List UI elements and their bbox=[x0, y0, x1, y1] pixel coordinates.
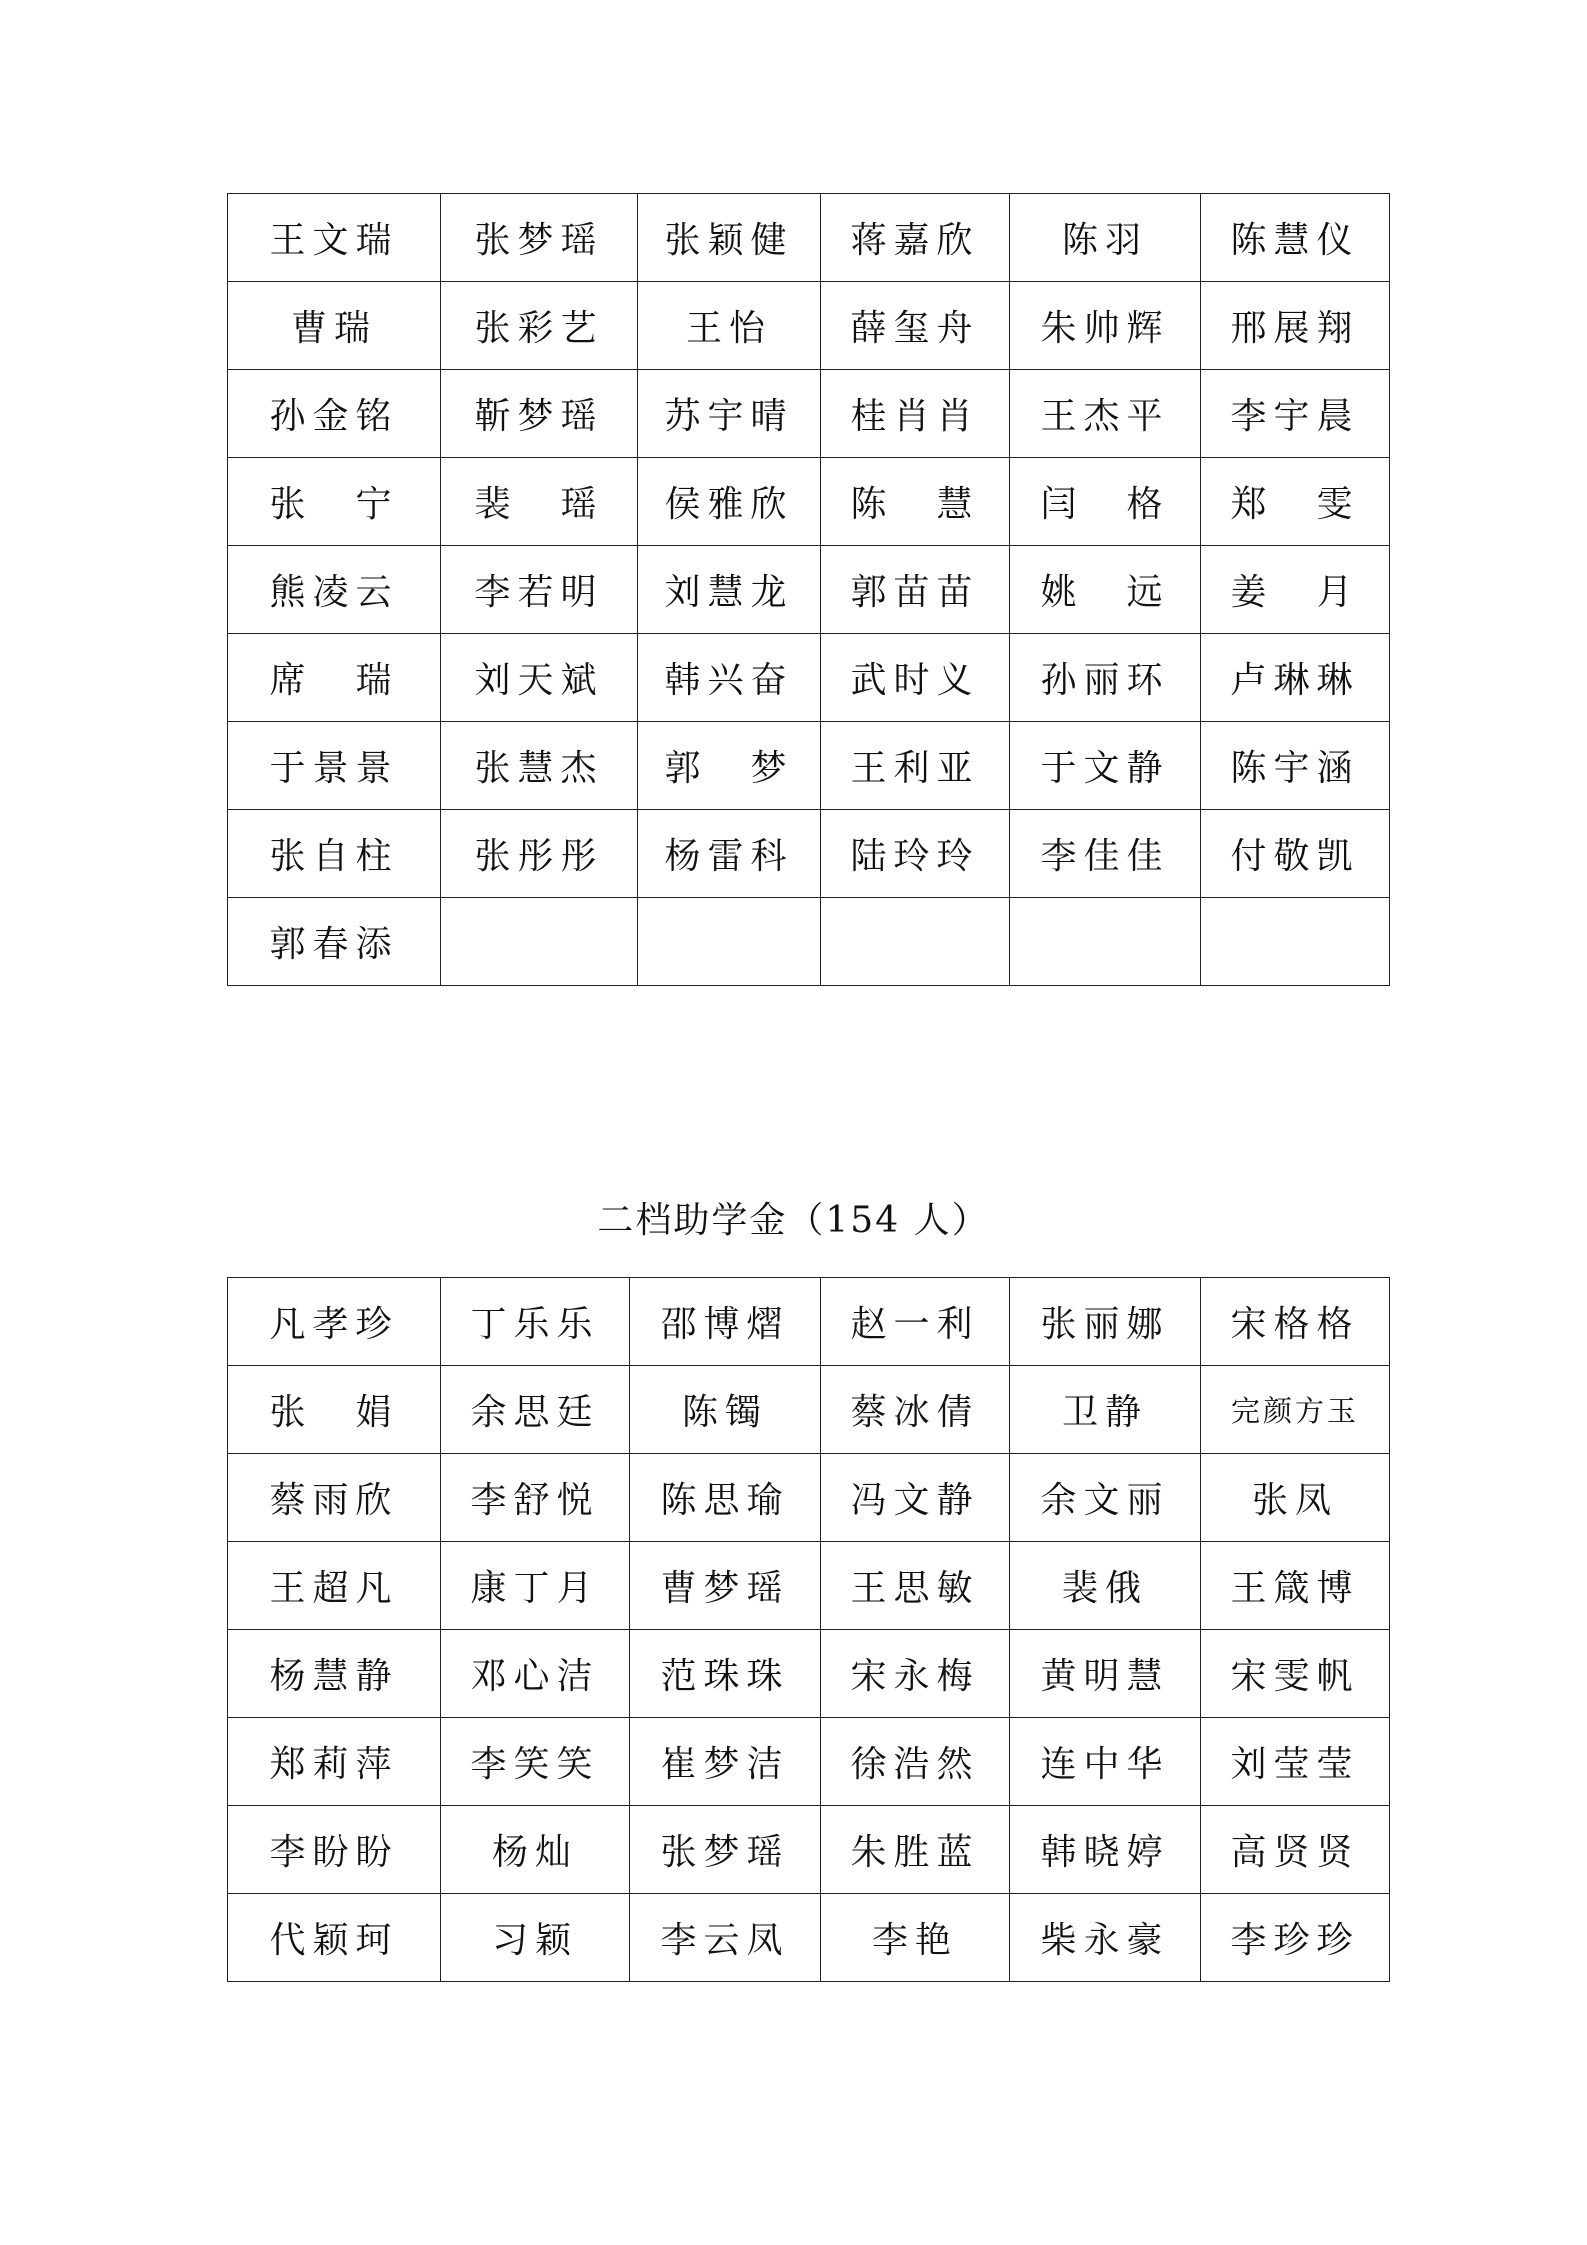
table-row bbox=[228, 1454, 1390, 1542]
name-cell: 宋雯帆 bbox=[1201, 1630, 1390, 1718]
table-row bbox=[228, 1278, 1390, 1366]
table-row bbox=[228, 546, 1390, 634]
name-cell: 张凤 bbox=[1201, 1454, 1390, 1542]
name-cell: 郑 雯 bbox=[1201, 458, 1390, 546]
table-row bbox=[228, 194, 1390, 282]
name-cell: 张自柱 bbox=[228, 810, 441, 898]
name-cell: 杨雷科 bbox=[638, 810, 821, 898]
name-cell: 完颜方玉 bbox=[1201, 1366, 1390, 1454]
name-cell: 陈 慧 bbox=[821, 458, 1010, 546]
name-cell: 丁乐乐 bbox=[441, 1278, 630, 1366]
name-cell: 陈慧仪 bbox=[1201, 194, 1390, 282]
name-cell: 王文瑞 bbox=[228, 194, 441, 282]
name-cell: 韩兴奋 bbox=[638, 634, 821, 722]
name-cell: 邓心洁 bbox=[441, 1630, 630, 1718]
table-row bbox=[228, 722, 1390, 810]
name-cell: 曹梦瑶 bbox=[630, 1542, 821, 1630]
name-cell: 郭苗苗 bbox=[821, 546, 1010, 634]
name-cell: 崔梦洁 bbox=[630, 1718, 821, 1806]
name-cell: 赵一利 bbox=[821, 1278, 1010, 1366]
name-cell: 代颖珂 bbox=[228, 1894, 441, 1982]
name-cell: 王利亚 bbox=[821, 722, 1010, 810]
name-cell: 邢展翔 bbox=[1201, 282, 1390, 370]
name-cell: 张梦瑶 bbox=[441, 194, 638, 282]
table-row bbox=[228, 1894, 1390, 1982]
name-cell: 黄明慧 bbox=[1010, 1630, 1201, 1718]
name-cell bbox=[821, 898, 1010, 986]
name-cell: 蒋嘉欣 bbox=[821, 194, 1010, 282]
name-cell: 陈思瑜 bbox=[630, 1454, 821, 1542]
name-cell: 卫静 bbox=[1010, 1366, 1201, 1454]
table-row bbox=[228, 1806, 1390, 1894]
name-cell: 刘天斌 bbox=[441, 634, 638, 722]
name-cell: 宋格格 bbox=[1201, 1278, 1390, 1366]
name-cell: 余文丽 bbox=[1010, 1454, 1201, 1542]
name-cell bbox=[638, 898, 821, 986]
name-cell: 王箴博 bbox=[1201, 1542, 1390, 1630]
name-cell: 裴 瑶 bbox=[441, 458, 638, 546]
name-cell: 武时义 bbox=[821, 634, 1010, 722]
name-cell: 于景景 bbox=[228, 722, 441, 810]
name-cell: 卢琳琳 bbox=[1201, 634, 1390, 722]
name-cell: 张 娟 bbox=[228, 1366, 441, 1454]
name-cell: 陈镯 bbox=[630, 1366, 821, 1454]
name-cell: 宋永梅 bbox=[821, 1630, 1010, 1718]
name-cell: 姜 月 bbox=[1201, 546, 1390, 634]
name-cell: 付敬凯 bbox=[1201, 810, 1390, 898]
name-cell: 余思廷 bbox=[441, 1366, 630, 1454]
name-cell: 张颖健 bbox=[638, 194, 821, 282]
name-cell: 刘莹莹 bbox=[1201, 1718, 1390, 1806]
name-cell: 蔡冰倩 bbox=[821, 1366, 1010, 1454]
table-row bbox=[228, 810, 1390, 898]
name-cell: 于文静 bbox=[1010, 722, 1201, 810]
table-row bbox=[228, 1366, 1390, 1454]
name-table-1 bbox=[227, 193, 1390, 986]
name-table-2 bbox=[227, 1277, 1390, 1982]
name-cell: 郭 梦 bbox=[638, 722, 821, 810]
name-cell: 李若明 bbox=[441, 546, 638, 634]
name-table-2-body bbox=[228, 1278, 1390, 1982]
name-cell: 李佳佳 bbox=[1010, 810, 1201, 898]
name-cell: 朱帅辉 bbox=[1010, 282, 1201, 370]
table-row bbox=[228, 370, 1390, 458]
name-cell: 蔡雨欣 bbox=[228, 1454, 441, 1542]
name-cell bbox=[1201, 898, 1390, 986]
name-table-1-body bbox=[228, 194, 1390, 986]
name-cell: 曹瑞 bbox=[228, 282, 441, 370]
name-cell: 王思敏 bbox=[821, 1542, 1010, 1630]
name-cell: 李笑笑 bbox=[441, 1718, 630, 1806]
name-cell bbox=[1010, 898, 1201, 986]
section-title: 二档助学金（154 人） bbox=[597, 1200, 990, 1241]
name-cell: 张彩艺 bbox=[441, 282, 638, 370]
name-cell: 朱胜蓝 bbox=[821, 1806, 1010, 1894]
name-cell: 李云凤 bbox=[630, 1894, 821, 1982]
name-cell: 杨灿 bbox=[441, 1806, 630, 1894]
name-cell: 陈羽 bbox=[1010, 194, 1201, 282]
name-cell: 姚 远 bbox=[1010, 546, 1201, 634]
table-row bbox=[228, 1542, 1390, 1630]
name-cell: 裴俄 bbox=[1010, 1542, 1201, 1630]
name-cell: 刘慧龙 bbox=[638, 546, 821, 634]
name-cell: 闫 格 bbox=[1010, 458, 1201, 546]
name-cell: 薛玺舟 bbox=[821, 282, 1010, 370]
name-cell: 张 宁 bbox=[228, 458, 441, 546]
name-cell: 范珠珠 bbox=[630, 1630, 821, 1718]
name-cell: 桂肖肖 bbox=[821, 370, 1010, 458]
name-cell: 苏宇晴 bbox=[638, 370, 821, 458]
name-cell: 韩晓婷 bbox=[1010, 1806, 1201, 1894]
name-cell: 陈宇涵 bbox=[1201, 722, 1390, 810]
name-cell: 李艳 bbox=[821, 1894, 1010, 1982]
name-cell: 高贤贤 bbox=[1201, 1806, 1390, 1894]
name-cell: 徐浩然 bbox=[821, 1718, 1010, 1806]
name-cell: 杨慧静 bbox=[228, 1630, 441, 1718]
name-cell: 张慧杰 bbox=[441, 722, 638, 810]
name-cell: 侯雅欣 bbox=[638, 458, 821, 546]
name-cell: 席 瑞 bbox=[228, 634, 441, 722]
name-cell: 孙金铭 bbox=[228, 370, 441, 458]
name-cell: 康丁月 bbox=[441, 1542, 630, 1630]
name-cell: 王怡 bbox=[638, 282, 821, 370]
table-row bbox=[228, 1718, 1390, 1806]
table-row bbox=[228, 1630, 1390, 1718]
name-cell: 郑莉萍 bbox=[228, 1718, 441, 1806]
name-cell: 张梦瑶 bbox=[630, 1806, 821, 1894]
table-row bbox=[228, 458, 1390, 546]
name-cell: 孙丽环 bbox=[1010, 634, 1201, 722]
name-cell: 王杰平 bbox=[1010, 370, 1201, 458]
name-cell: 陆玲玲 bbox=[821, 810, 1010, 898]
table-row bbox=[228, 634, 1390, 722]
name-cell: 李舒悦 bbox=[441, 1454, 630, 1542]
name-cell: 连中华 bbox=[1010, 1718, 1201, 1806]
name-cell: 郭春添 bbox=[228, 898, 441, 986]
name-cell: 凡孝珍 bbox=[228, 1278, 441, 1366]
name-cell: 习颖 bbox=[441, 1894, 630, 1982]
table-row bbox=[228, 898, 1390, 986]
table-row bbox=[228, 282, 1390, 370]
name-cell: 李珍珍 bbox=[1201, 1894, 1390, 1982]
name-cell: 张丽娜 bbox=[1010, 1278, 1201, 1366]
name-cell bbox=[441, 898, 638, 986]
name-cell: 李盼盼 bbox=[228, 1806, 441, 1894]
name-cell: 邵博熠 bbox=[630, 1278, 821, 1366]
name-cell: 冯文静 bbox=[821, 1454, 1010, 1542]
name-cell: 张彤彤 bbox=[441, 810, 638, 898]
name-cell: 王超凡 bbox=[228, 1542, 441, 1630]
name-cell: 柴永豪 bbox=[1010, 1894, 1201, 1982]
name-cell: 熊凌云 bbox=[228, 546, 441, 634]
name-cell: 靳梦瑶 bbox=[441, 370, 638, 458]
name-cell: 李宇晨 bbox=[1201, 370, 1390, 458]
